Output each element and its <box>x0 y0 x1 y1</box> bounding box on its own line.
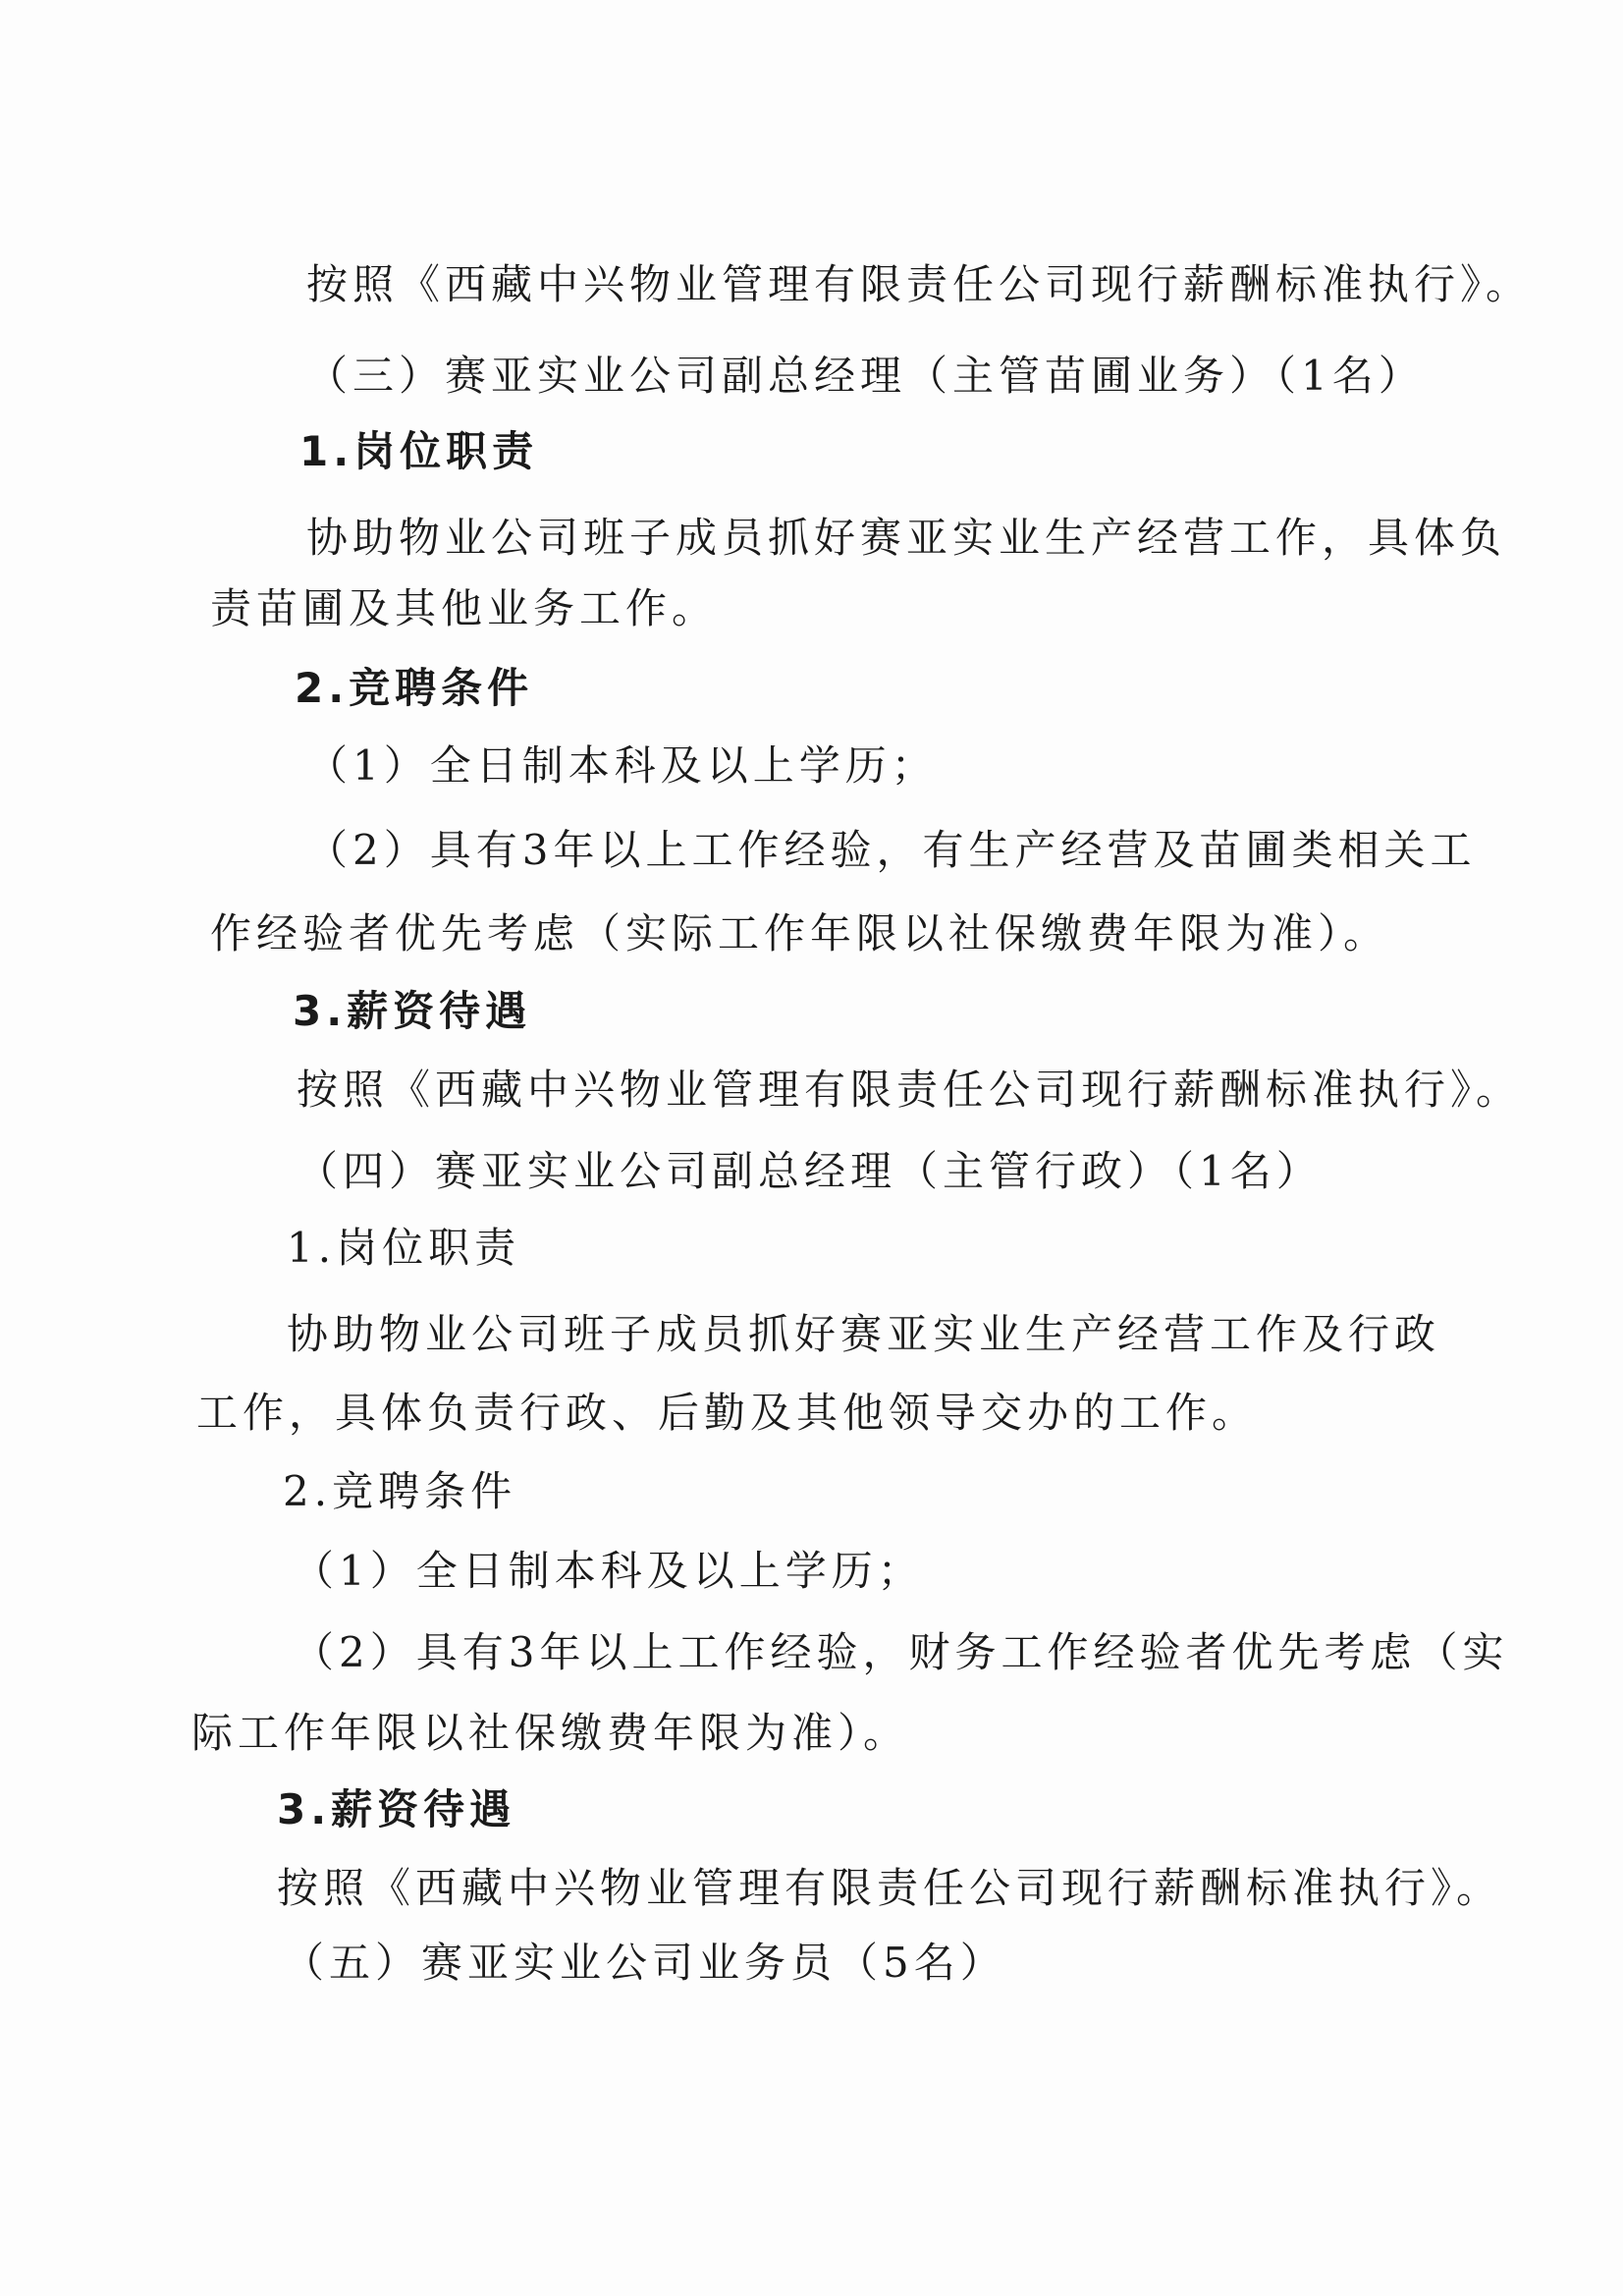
section-3-title: （三）赛亚实业公司副总经理（主管苗圃业务）（1名） <box>306 352 1425 400</box>
salary-standard-text-2: 按照《西藏中兴物业管理有限责任公司现行薪酬标准执行》。 <box>297 1066 1523 1114</box>
section-3-requirement-1: （1）全日制本科及以上学历； <box>306 741 938 790</box>
section-4-salary-heading: 3.薪资待遇 <box>277 1785 516 1833</box>
section-3-requirement-2-line-2: 作经验者优先考虑（实际工作年限以社保缴费年限为准）。 <box>210 909 1390 957</box>
section-3-requirements-heading: 2.竞聘条件 <box>295 664 534 712</box>
section-3-duties-heading: 1.岗位职责 <box>299 427 539 475</box>
section-5-title: （五）赛亚实业公司业务员（5名） <box>283 1939 1006 1987</box>
section-4-requirement-2-line-2: 际工作年限以社保缴费年限为准）。 <box>191 1709 910 1757</box>
section-3-duties-text-line-2: 责苗圃及其他业务工作。 <box>210 584 719 632</box>
section-4-duties-text-line-2: 工作，具体负责行政、后勤及其他领导交办的工作。 <box>196 1389 1259 1437</box>
section-4-title: （四）赛亚实业公司副总经理（主管行政）（1名） <box>297 1147 1323 1195</box>
section-4-requirement-1: （1）全日制本科及以上学历； <box>293 1547 924 1595</box>
section-4-requirement-2-line-1: （2）具有3年以上工作经验，财务工作经验者优先考虑（实 <box>293 1628 1509 1676</box>
section-3-salary-heading: 3.薪资待遇 <box>293 987 532 1035</box>
section-3-requirement-2-line-1: （2）具有3年以上工作经验，有生产经营及苗圃类相关工 <box>306 826 1477 874</box>
salary-standard-text-3: 按照《西藏中兴物业管理有限责任公司现行薪酬标准执行》。 <box>277 1864 1503 1912</box>
section-4-duties-heading: 1.岗位职责 <box>287 1224 521 1272</box>
salary-standard-text-1: 按照《西藏中兴物业管理有限责任公司现行薪酬标准执行》。 <box>306 260 1533 308</box>
section-4-requirements-heading: 2.竞聘条件 <box>283 1467 517 1515</box>
section-4-duties-text-line-1: 协助物业公司班子成员抓好赛亚实业生产经营工作及行政 <box>287 1310 1441 1358</box>
section-3-duties-text-line-1: 协助物业公司班子成员抓好赛亚实业生产经营工作，具体负 <box>306 514 1507 562</box>
